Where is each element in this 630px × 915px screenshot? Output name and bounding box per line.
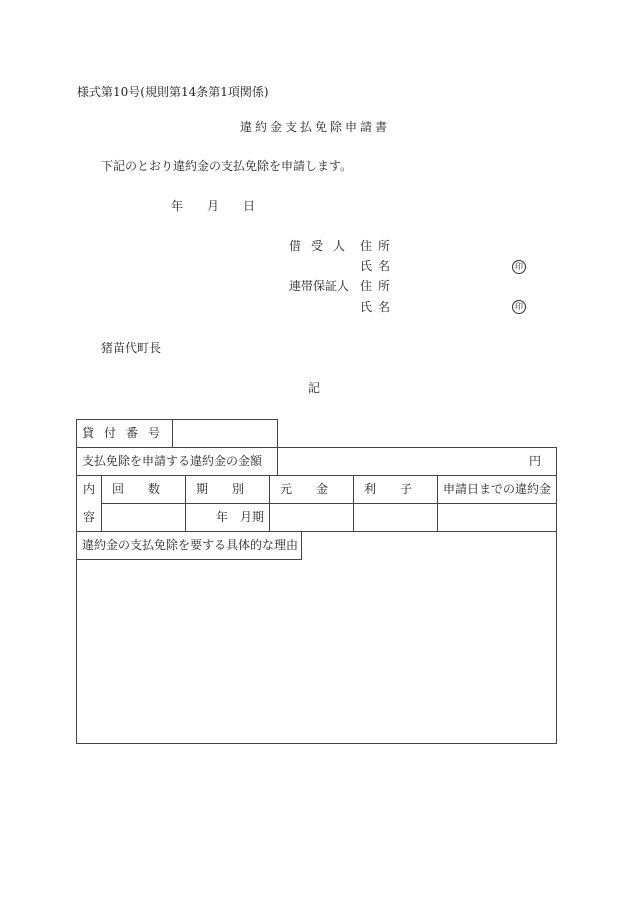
interest-field[interactable]: [354, 504, 437, 531]
column-count: 回 数: [112, 482, 161, 496]
borrower-name-label: 氏名: [360, 259, 397, 273]
addressee: 猪苗代町長: [101, 341, 162, 355]
reason-field[interactable]: [77, 560, 556, 743]
form-number: 様式第10号(規則第14条第1項関係): [77, 85, 269, 99]
column-interest: 利 子: [364, 482, 413, 496]
amount-field[interactable]: [278, 447, 528, 475]
content-label-1: 内: [83, 482, 96, 496]
loan-number-label: 貸付番号: [82, 426, 171, 440]
reason-label: 違約金の支払免除を要する具体的な理由: [82, 538, 299, 552]
content-label-2: 容: [83, 510, 96, 524]
document-title: 違約金支払免除申請書: [240, 120, 391, 134]
amount-label: 支払免除を申請する違約金の金額: [82, 454, 263, 468]
guarantor-address-label: 住所: [360, 279, 397, 293]
date-year: 年: [171, 199, 184, 213]
ki-heading: 記: [308, 381, 321, 395]
intro-text: 下記のとおり違約金の支払免除を申請します。: [101, 159, 353, 173]
column-penalty: 申請日までの違約金: [443, 482, 552, 496]
borrower-label: 借受人: [289, 239, 356, 253]
period-value: 年 月期: [216, 510, 265, 524]
seal-icon: 印: [512, 300, 526, 314]
column-period: 期 別: [196, 482, 245, 496]
column-principal: 元 金: [280, 482, 329, 496]
date-month: 月: [207, 199, 220, 213]
date-day: 日: [243, 199, 256, 213]
principal-field[interactable]: [270, 504, 353, 531]
borrower-address-label: 住所: [360, 239, 397, 253]
count-field[interactable]: [102, 504, 185, 531]
amount-unit: 円: [529, 454, 542, 468]
guarantor-label: 連帯保証人: [289, 279, 350, 293]
seal-icon: 印: [512, 260, 526, 274]
penalty-field[interactable]: [438, 504, 556, 531]
loan-number-field[interactable]: [173, 419, 277, 447]
guarantor-name-label: 氏名: [360, 300, 397, 314]
